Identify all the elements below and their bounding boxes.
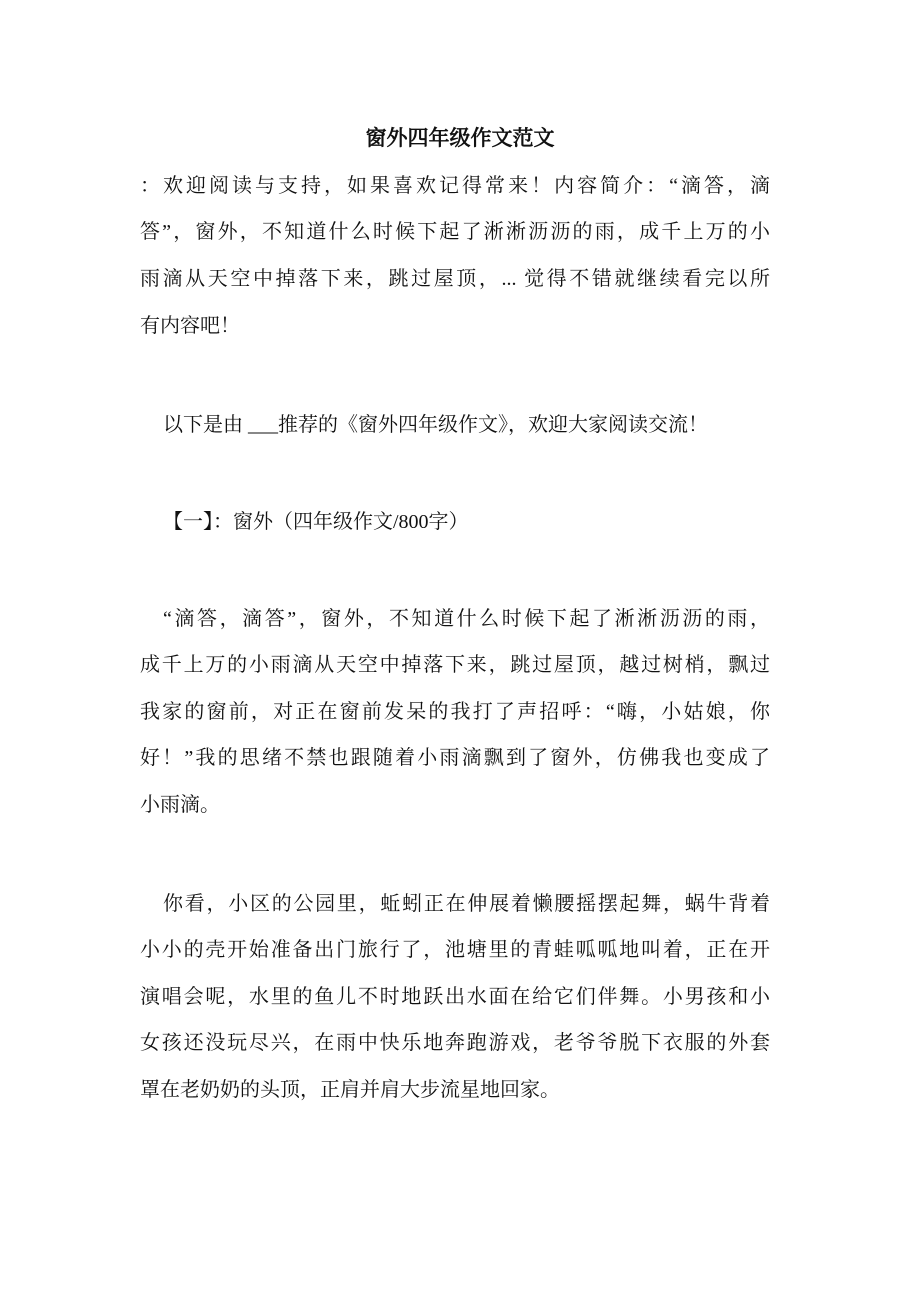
- intro-line: ：欢迎阅读与支持，如果喜欢记得常来！内容简介：“滴答，滴: [140, 175, 770, 197]
- recommend-line: 以下是由 ___推荐的《窗外四年级作文》，欢迎大家阅读交流！: [163, 414, 708, 436]
- paragraph-line: 成千上万的小雨滴从天空中掉落下来，跳过屋顶，越过树梢，飘过: [140, 654, 770, 676]
- paragraph-line: 小雨滴。: [140, 794, 220, 816]
- paragraph-line: 我家的窗前，对正在窗前发呆的我打了声招呼：“嗨，小姑娘，你: [140, 701, 770, 723]
- section-heading: 【一】：窗外（四年级作文/800字）: [163, 511, 469, 533]
- paragraph-line: 小小的壳开始准备出门旅行了，池塘里的青蛙呱呱地叫着，正在开: [140, 939, 770, 961]
- paragraph-line: 好！”我的思绪不禁也跟随着小雨滴飘到了窗外，仿佛我也变成了: [140, 747, 770, 769]
- document-title: 窗外四年级作文范文: [365, 126, 555, 150]
- intro-line: 雨滴从天空中掉落下来，跳过屋顶，... 觉得不错就继续看完以所: [140, 268, 770, 290]
- paragraph-line: “滴答，滴答”，窗外，不知道什么时候下起了淅淅沥沥的雨，: [163, 608, 770, 630]
- paragraph-line: 演唱会呢，水里的鱼儿不时地跃出水面在给它们伴舞。小男孩和小: [140, 986, 770, 1008]
- intro-line: 答”，窗外，不知道什么时候下起了淅淅沥沥的雨，成千上万的小: [140, 221, 770, 243]
- paragraph-line: 女孩还没玩尽兴，在雨中快乐地奔跑游戏，老爷爷脱下衣服的外套: [140, 1032, 770, 1054]
- intro-line: 有内容吧！: [140, 315, 240, 337]
- paragraph-line: 罩在老奶奶的头顶，正肩并肩大步流星地回家。: [140, 1079, 560, 1101]
- paragraph-line: 你看，小区的公园里，蚯蚓正在伸展着懒腰摇摆起舞，蜗牛背着: [163, 893, 770, 915]
